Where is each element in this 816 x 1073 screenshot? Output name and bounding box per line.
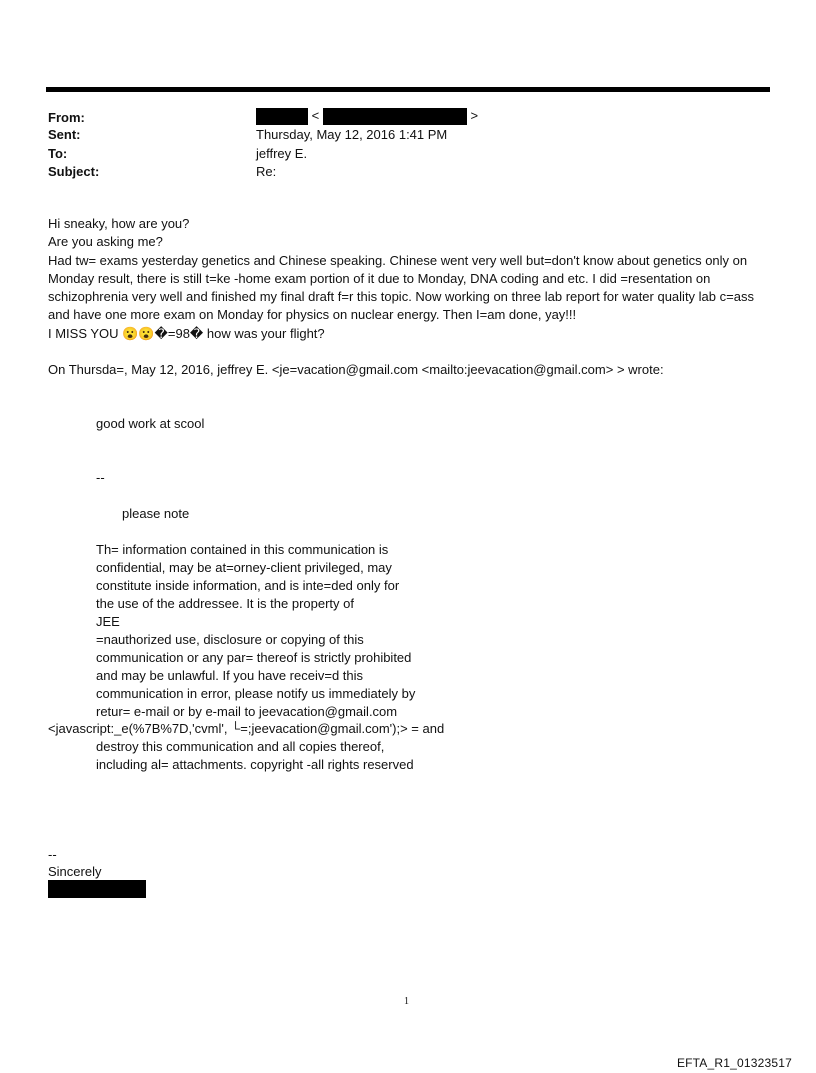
quoted-message: good work at scool — [96, 416, 205, 431]
redaction-block — [323, 108, 467, 125]
page-number: 1 — [404, 996, 409, 1007]
disclaimer-line: JEE — [96, 614, 120, 629]
quoted-separator: -- — [96, 470, 105, 485]
signature-dashes: -- — [48, 847, 57, 862]
redaction-block — [256, 108, 308, 125]
disclaimer-line: communication in error, please notify us immediately by — [96, 686, 416, 701]
message-body — [48, 215, 778, 343]
signature-closing: Sincerely — [48, 864, 102, 879]
from-value — [256, 107, 478, 125]
disclaimer-line: confidential, may be at=orney-client privileged, may — [96, 560, 392, 575]
note-heading: please note — [122, 506, 190, 521]
body-line: Had tw= exams yesterday genetics and Chinese speaking. Chinese went very well but=don't know about genetics only on Monday result, there is still t=ke -home exam portion of it due to Monday, DNA coding and etc. I did =resentation on schizophrenia very well and finished my final draft f=r this topic. Now working on three lab report for water quality lab c=ass and have one more exam on Monday for physics on nuclear energy. Then I=am done, yay!!! — [48, 252, 754, 323]
to-value: jeffrey E. — [256, 146, 308, 161]
from-email-open: < — [311, 108, 320, 123]
disclaimer-tail — [96, 738, 414, 774]
subject-label: Subject: — [48, 164, 100, 179]
body-line: Hi sneaky, how are you? — [48, 216, 190, 231]
to-label: To: — [48, 146, 68, 161]
from-email-close: > — [470, 108, 479, 123]
sent-value: Thursday, May 12, 2016 1:41 PM — [256, 127, 448, 142]
disclaimer-line: =nauthorized use, disclosure or copying of this — [96, 632, 364, 647]
signature-redaction — [48, 880, 146, 898]
body-line: I MISS YOU 😮😮�=98� how was your flight? — [48, 325, 325, 341]
disclaimer-line: including al= attachments. copyright -all rights reserved — [96, 757, 414, 772]
disclaimer-line: the use of the addressee. It is the property of — [96, 596, 354, 611]
sent-label: Sent: — [48, 127, 81, 142]
body-line: Are you asking me? — [48, 234, 163, 250]
from-label: From: — [48, 110, 85, 125]
disclaimer-line: and may be unlawful. If you have receiv=d this — [96, 668, 364, 683]
disclaimer-line: constitute inside information, and is inte=ded only for — [96, 578, 400, 593]
disclaimer-line: Th= information contained in this communication is — [96, 542, 389, 557]
javascript-link-line: <javascript:_e(%7B%7D,'cvml', └=;jeevacation@gmail.com');> = and — [48, 721, 445, 736]
header-rule — [46, 87, 770, 92]
document-id: EFTA_R1_01323517 — [676, 1056, 792, 1070]
disclaimer-line: retur= e-mail or by e-mail to jeevacation@gmail.com — [96, 704, 398, 719]
quote-intro: On Thursda=, May 12, 2016, jeffrey E. <je=vacation@gmail.com <mailto:jeevacation@gmail.com> > wrote: — [48, 362, 664, 377]
disclaimer-line: destroy this communication and all copies thereof, — [96, 739, 385, 754]
subject-value: Re: — [256, 164, 277, 179]
disclaimer — [96, 541, 415, 721]
disclaimer-line: communication or any par= thereof is strictly prohibited — [96, 650, 412, 665]
